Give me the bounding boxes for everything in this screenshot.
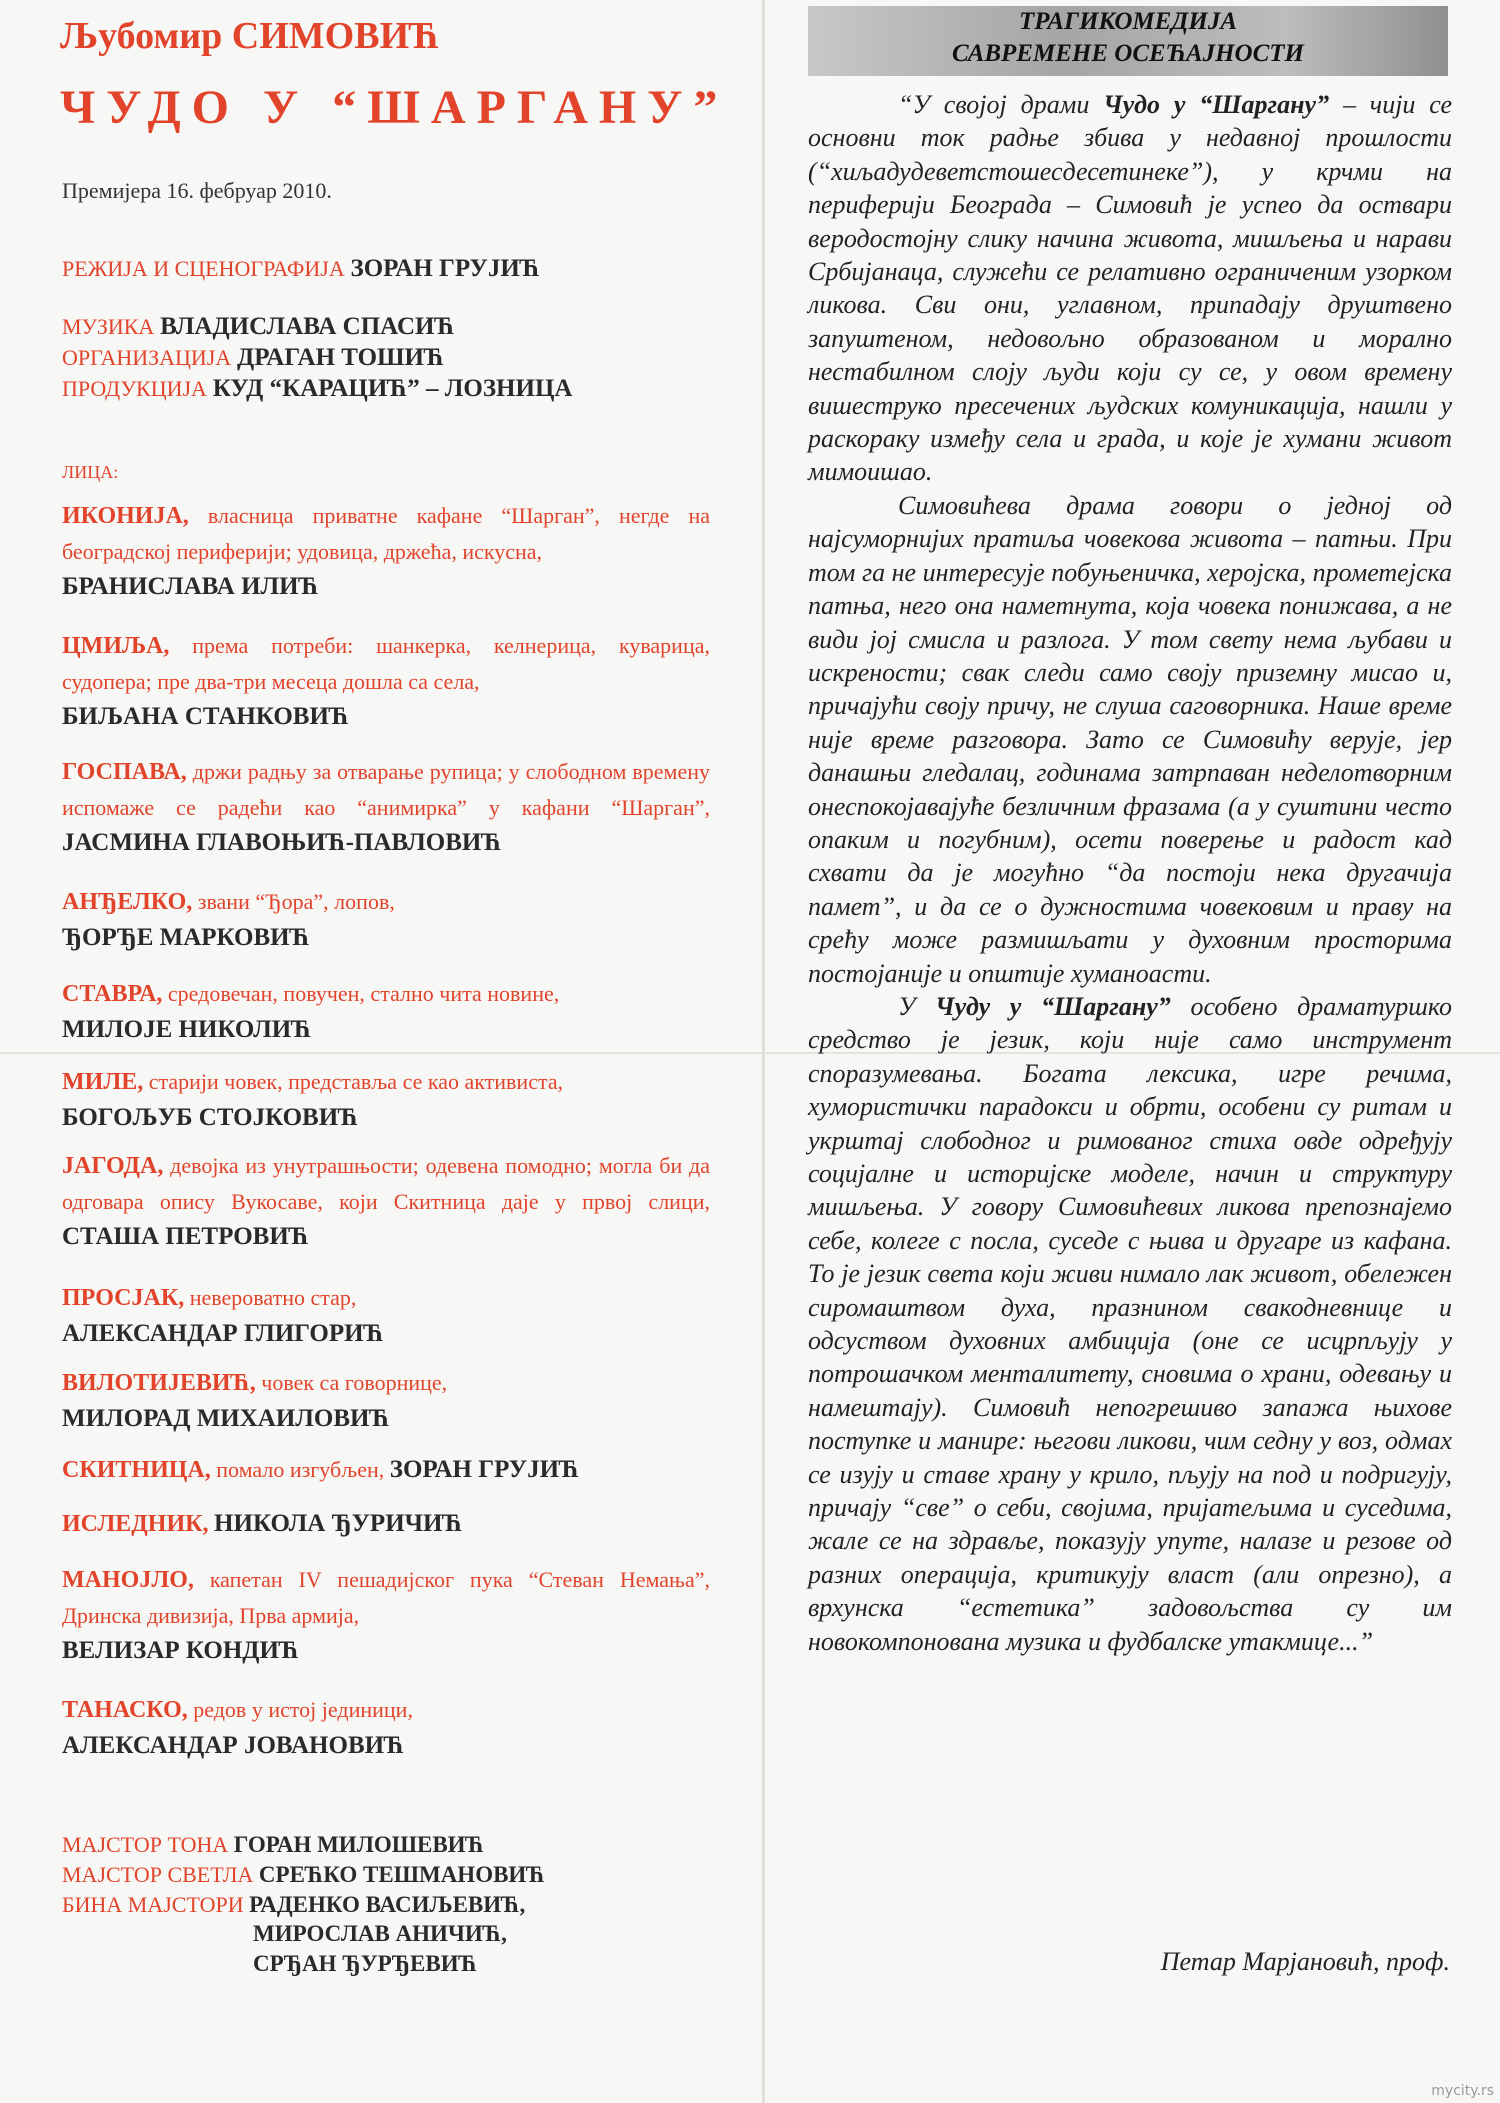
role-name: АНЂЕЛКО, bbox=[62, 889, 193, 915]
role-name: МАНОЈЛО, bbox=[62, 1567, 194, 1593]
crew-name: ГОРАН МИЛОШЕВИЋ bbox=[233, 1832, 484, 1857]
text-run: У bbox=[898, 991, 936, 1021]
crew-sound bbox=[62, 1830, 484, 1860]
crew-label: МАЈСТОР СВЕТЛА bbox=[62, 1862, 259, 1887]
essay-paragraph: Симовићева драма говори о једној од најсуморнијих пратиља човекова живота – патњи. При том га не интересује побуњеничка, херојска, прометејска патња, него она наметнута, која човека понижава, а не види јој смисла и разлога. У том свету нема љубави и искрености; свак следи само своју приземну мисао и, причајући своју причу, не слуша саговорника. Наше време није време разговора. Зато се Симовићу верује, јер данашњи гледалац, годинама затрпаван неделотворним онеспокојавајуће безличним фразама (а у суштини често опаким и погубним), осети поверење и радост кад схвати да је могућно “да постоји нека другачија памет”, и да се о дужностима човековим и праву на срећу може размишљати у духовним просторима постојаније и општије хуманоасти. bbox=[808, 490, 1452, 988]
crew-stage bbox=[62, 1890, 525, 1920]
author-name: Љубомир СИМОВИЋ bbox=[60, 15, 440, 57]
author-signature: Петар Марјановић, проф. bbox=[1160, 1947, 1450, 1976]
role-name: ТАНАСКО, bbox=[62, 1697, 188, 1723]
credit-name: ВЛАДИСЛАВА СПАСИЋ bbox=[160, 313, 455, 340]
essay-subtitle: САВРЕМЕНЕ ОСЕЋАЈНОСТИ bbox=[951, 40, 1305, 67]
essay-title: ТРАГИКОМЕДИЈА bbox=[1018, 8, 1237, 35]
text-run: – чији се основни ток радње збива у недавној прошлости (“хиљадудеветстошесдесетинеке”), у крчми на периферији Београда – Симовић је успео да оствари веродостојну слику начина живота, мишљења и нарави Србијанаца, служећи се релативно ограниченим узорком ликова. Сви они, углавном, припадају друштвено запуштеном, недовољно образованом и морално нестабилном слоју људи који су се, у овом времену вишеструко пресечених људских комуникација, нашли у раскораку између села и града, и које је хумани живот мимоишао. bbox=[808, 90, 1453, 487]
role-actor: МИЛОЈЕ НИКОЛИЋ bbox=[62, 1016, 312, 1043]
role-name: ПРОСЈАК, bbox=[62, 1285, 185, 1311]
role-entry bbox=[62, 1452, 710, 1488]
role-description: власница приватне кафане “Шарган”, негде на београдској периферији; удовица, држећа, искусна, bbox=[62, 503, 710, 564]
role-entry bbox=[62, 1280, 710, 1351]
role-entry bbox=[62, 754, 710, 860]
role-name: ИКОНИЈА, bbox=[62, 503, 189, 529]
cast-heading: ЛИЦА: bbox=[62, 462, 119, 482]
role-name: ГОСПАВА, bbox=[62, 759, 187, 785]
role-entry bbox=[62, 628, 710, 734]
essay-paragraph bbox=[808, 990, 1452, 1658]
role-description: невероватно стар, bbox=[184, 1285, 357, 1310]
credit-label: РЕЖИЈА И СЦЕНОГРАФИЈА bbox=[62, 256, 345, 281]
role-description: средовечан, повучен, стално чита новине, bbox=[162, 981, 560, 1006]
credit-label: ОРГАНИЗАЦИЈА bbox=[62, 345, 232, 370]
role-actor: СТАША ПЕТРОВИЋ bbox=[62, 1223, 309, 1250]
text-run: “У својој драми bbox=[898, 90, 1104, 119]
role-description: капетан IV пешадијског пука “Стеван Немања”, Дринска дивизија, Прва армија, bbox=[62, 1567, 710, 1628]
essay-body bbox=[808, 88, 1452, 1658]
role-description: помало изгубљен, bbox=[210, 1457, 390, 1482]
role-entry bbox=[62, 1148, 710, 1254]
role-entry bbox=[62, 1365, 710, 1436]
role-entry bbox=[62, 1064, 710, 1135]
role-entry bbox=[62, 1692, 710, 1763]
role-name: ЦМИЉА, bbox=[62, 633, 170, 659]
role-description: редов у истој јединици, bbox=[187, 1697, 413, 1722]
premiere-date: Премијера 16. фебруар 2010. bbox=[62, 178, 332, 203]
credit-music bbox=[62, 313, 454, 341]
role-actor: АЛЕКСАНДАР ЈОВАНОВИЋ bbox=[62, 1732, 405, 1759]
credit-name: ДРАГАН ТОШИЋ bbox=[237, 344, 444, 371]
role-actor: ЈАСМИНА ГЛАВОЊИЋ-ПАВЛОВИЋ bbox=[62, 829, 502, 856]
credit-name: ЗОРАН ГРУЈИЋ bbox=[350, 255, 540, 282]
role-actor: БРАНИСЛАВА ИЛИЋ bbox=[62, 573, 319, 600]
role-actor: ЗОРАН ГРУЈИЋ bbox=[389, 1456, 580, 1483]
text-run-bold: Чуду у “Шаргану” bbox=[935, 991, 1171, 1021]
credit-production bbox=[62, 375, 572, 403]
role-name: СКИТНИЦА, bbox=[62, 1457, 211, 1483]
role-name: ВИЛОТИЈЕВИЋ, bbox=[62, 1370, 256, 1396]
essay-paragraph bbox=[808, 88, 1452, 489]
credit-organization bbox=[62, 344, 444, 372]
crew-label: МАЈСТОР ТОНА bbox=[62, 1832, 234, 1857]
role-actor: БОГОЉУБ СТОЈКОВИЋ bbox=[62, 1104, 359, 1131]
role-entry bbox=[62, 976, 710, 1047]
role-description: човек са говорнице, bbox=[255, 1370, 448, 1395]
crew-name: СРЂАН ЂУРЂЕВИЋ bbox=[253, 1951, 477, 1976]
credit-label: ПРОДУКЦИЈА bbox=[62, 376, 207, 401]
role-description: звани “Ђора”, лопов, bbox=[192, 889, 395, 914]
role-actor: АЛЕКСАНДАР ГЛИГОРИЋ bbox=[62, 1320, 384, 1347]
role-actor: НИКОЛА ЂУРИЧИЋ bbox=[214, 1510, 463, 1537]
role-actor: МИЛОРАД МИХАИЛОВИЋ bbox=[62, 1405, 390, 1432]
crew-light bbox=[62, 1860, 545, 1890]
play-title: ЧУДО У “ШАРГАНУ” bbox=[60, 81, 729, 134]
watermark: mycity.rs bbox=[1431, 2083, 1494, 2099]
role-actor: ВЕЛИЗАР КОНДИЋ bbox=[62, 1637, 299, 1664]
credit-label: МУЗИКА bbox=[62, 314, 155, 339]
role-name: СТАВРА, bbox=[62, 981, 163, 1007]
role-entry bbox=[62, 884, 710, 955]
role-name: МИЛЕ, bbox=[62, 1069, 144, 1095]
role-description: држи радњу за отварање рупица; у слободном времену испомаже се радећи као “анимирка” у кафани “Шарган”, bbox=[62, 759, 710, 820]
role-entry bbox=[62, 498, 710, 604]
role-actor: БИЉАНА СТАНКОВИЋ bbox=[62, 703, 349, 730]
role-entry bbox=[62, 1506, 710, 1542]
text-run: особено драматуршко средство је језик, који није само инструмент споразумевања. Богата лексика, игре речима, хумористички парадокси и обрти, особени су ритам и укрштај слободног и римованог стиха овде одређују социјалне и историјске моделе, начин и структуру мишљења. У говору Симовићевих ликова препознајемо себе, колеге с посла, суседе с њива и другаре из кафана. То је језик света који живи нимало лак живот, обележен сиромаштвом духа, празнином свакодневнице и одсуством духовних амбиција (оне се исцрпљују у потрошачком менталитету, сновима о храни, одевању и намештају). Симовић непогрешиво запажа њихове поступке и манире: његови ликови, чим седну у воз, одмах се изују и ставе храну у крило, пљују на под и подригују, причају “све” о себи, својима, пријатељима и суседима, жале се на здравље, показују упуте, налазе и резове од разних операција, критикују власт (али опрезно), а врхунска “естетика” задовољства су им новокомпонована музика и фудбалске утакмице...” bbox=[808, 991, 1453, 1656]
role-entry bbox=[62, 1562, 710, 1668]
text-run-bold: Чудо у “Шаргану” bbox=[1103, 90, 1330, 119]
role-description: старији човек, представља се као активиста, bbox=[143, 1069, 564, 1094]
role-actor: ЂОРЂЕ МАРКОВИЋ bbox=[62, 924, 310, 951]
role-description: девојка из унутрашњости; одевена помодно; могла би да одговара опису Вукосаве, који Скитница даје у првој слици, bbox=[62, 1153, 710, 1214]
role-name: ЈАГОДА, bbox=[62, 1153, 164, 1179]
credit-director bbox=[62, 255, 540, 283]
credit-name: КУД “КАРАЦИЋ” – ЛОЗНИЦА bbox=[212, 375, 573, 402]
crew-name: РАДЕНКО ВАСИЉЕВИЋ, bbox=[249, 1892, 526, 1917]
role-description: према потреби: шанкерка, келнерица, куварица, судопера; пре два-три месеца дошла са села, bbox=[62, 633, 710, 694]
crew-name: СРЕЋКО ТЕШМАНОВИЋ bbox=[258, 1862, 545, 1887]
crew-label: БИНА МАЈСТОРИ bbox=[62, 1892, 250, 1917]
role-name: ИСЛЕДНИК, bbox=[62, 1511, 209, 1537]
crew-name: МИРОСЛАВ АНИЧИЋ, bbox=[253, 1921, 507, 1946]
